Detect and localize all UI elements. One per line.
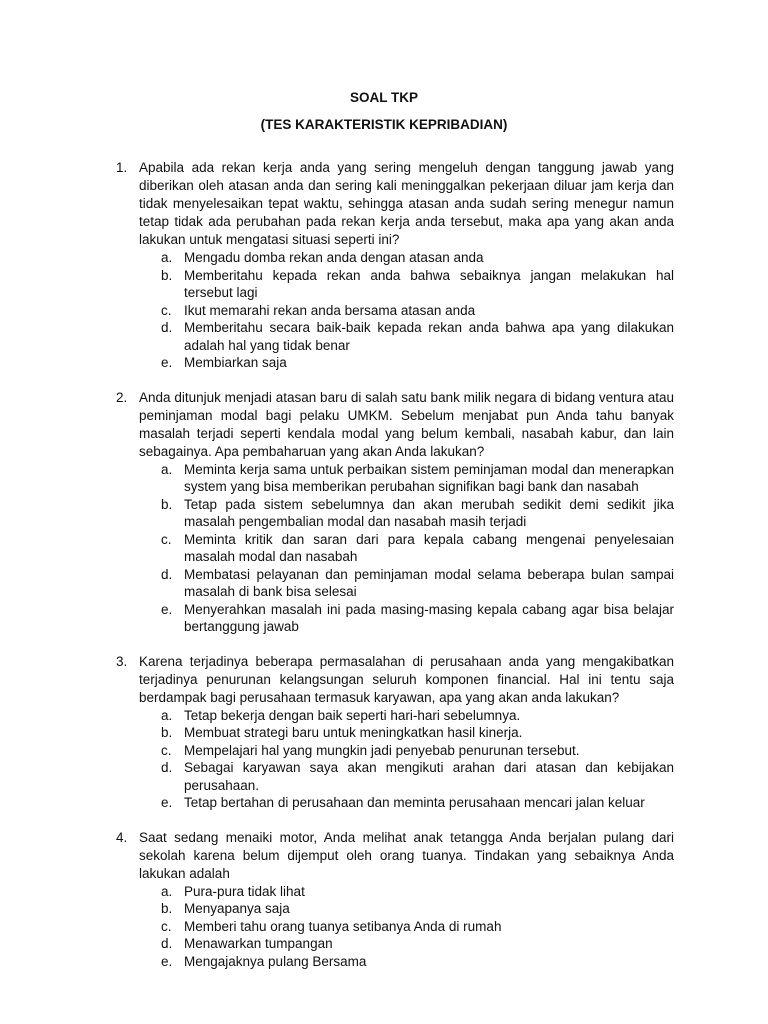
option-b — [161, 900, 674, 918]
option-letter: b. — [161, 267, 173, 283]
question-number: 2. — [116, 389, 128, 405]
option-d — [161, 566, 674, 601]
option-letter: e. — [161, 795, 173, 810]
option-a — [161, 883, 674, 901]
option-list — [0, 883, 768, 971]
question-1 — [0, 159, 768, 372]
option-text: Menyerahkan masalah ini pada masing-masing kepala cabang agar bisa belajar bertanggung jawab — [184, 601, 674, 634]
option-letter: c. — [161, 531, 172, 547]
option-text: Menawarkan tumpangan — [184, 936, 333, 951]
option-letter: c. — [161, 742, 172, 758]
option-c — [161, 918, 674, 936]
option-text: Mengadu domba rekan anda dengan atasan anda — [184, 250, 484, 265]
option-letter: e. — [161, 355, 173, 370]
option-text: Sebagai karyawan saya akan mengikuti arahan dari atasan dan kebijakan perusahaan. — [184, 760, 674, 793]
document-title: SOAL TKP — [349, 90, 418, 105]
option-text: Memberitahu kepada rekan anda bahwa sebaiknya jangan melakukan hal tersebut lagi — [184, 267, 674, 300]
option-text: Mempelajari hal yang mungkin jadi penyebab penurunan tersebut. — [184, 742, 580, 758]
option-text: Tetap bekerja dengan baik seperti hari-hari sebelumnya. — [184, 707, 521, 723]
option-b — [161, 724, 674, 742]
option-b — [161, 267, 674, 302]
question-3 — [0, 653, 768, 812]
option-e — [161, 953, 674, 971]
question-number: 3. — [116, 653, 128, 669]
option-b — [161, 496, 674, 531]
option-letter: a. — [161, 461, 173, 477]
question-list — [0, 159, 768, 987]
option-c — [161, 742, 674, 760]
option-a — [161, 249, 674, 267]
option-text: Membatasi pelayanan dan peminjaman modal selama beberapa bulan sampai masalah di bank bisa selesai — [184, 566, 674, 599]
option-letter: b. — [161, 901, 173, 916]
option-text: Membiarkan saja — [184, 355, 287, 370]
option-letter: b. — [161, 496, 173, 512]
document-subtitle: (TES KARAKTERISTIK KEPRIBADIAN) — [260, 117, 508, 132]
option-list — [0, 461, 768, 636]
option-letter: c. — [161, 918, 172, 934]
option-letter: d. — [161, 936, 173, 951]
option-d — [161, 759, 674, 794]
option-letter: a. — [161, 707, 173, 723]
option-d — [161, 319, 674, 354]
option-letter: b. — [161, 725, 173, 740]
question-number: 1. — [116, 160, 128, 175]
question-text: Karena terjadinya beberapa permasalahan di perusahaan anda yang mengakibatkan terjadinya penurunan kelangsungan seluruh komponen financial. Hal ini tentu saja berdampak bagi perusahaan termasuk karyawan, apa yang akan anda lakukan? — [139, 653, 674, 705]
question-2 — [0, 389, 768, 636]
option-text: Mengajaknya pulang Bersama — [184, 953, 367, 969]
option-letter: e. — [161, 953, 173, 969]
question-4 — [0, 829, 768, 971]
option-text: Meminta kritik dan saran dari para kepala cabang mengenai penyelesaian masalah modal dan nasabah — [184, 531, 674, 564]
option-list — [0, 707, 768, 812]
option-text: Menyapanya saja — [184, 901, 290, 916]
option-a — [161, 707, 674, 725]
option-letter: d. — [161, 566, 173, 582]
option-letter: c. — [161, 302, 172, 318]
question-text: Anda ditunjuk menjadi atasan baru di salah satu bank milik negara di bidang ventura atau peminjaman modal bagi pelaku UMKM. Sebelum menjabat pun Anda tahu banyak masalah terjadi seperti kendala modal yang belum kembali, nasabah kabur, dan lain sebagainya. Apa pembaharuan yang akan Anda lakukan? — [139, 389, 674, 459]
option-text: Ikut memarahi rekan anda bersama atasan anda — [184, 302, 476, 318]
option-letter: a. — [161, 250, 173, 265]
option-c — [161, 302, 674, 320]
option-text: Meminta kerja sama untuk perbaikan sistem peminjaman modal dan menerapkan system yang bisa memberikan perubahan signifikan bagi bank dan nasabah — [184, 461, 674, 494]
option-letter: d. — [161, 760, 173, 775]
option-c — [161, 531, 674, 566]
question-text: Apabila ada rekan kerja anda yang sering mengeluh dengan tanggung jawab yang diberikan oleh atasan anda dan sering kali meninggalkan pekerjaan diluar jam kerja dan tidak menyelesaikan tepat waktu, sehingga atasan anda sudah sering menegur namun tetap tidak ada perubahan pada rekan kerja anda tersebut, maka apa yang akan anda lakukan untuk mengatasi situasi seperti ini? — [139, 160, 674, 247]
option-d — [161, 935, 674, 953]
option-text: Pura-pura tidak lihat — [184, 883, 305, 899]
option-text: Tetap bertahan di perusahaan dan meminta perusahaan mencari jalan keluar — [184, 795, 645, 810]
option-letter: a. — [161, 883, 173, 899]
option-e — [161, 794, 674, 812]
option-text: Memberi tahu orang tuanya setibanya Anda di rumah — [184, 918, 502, 934]
option-e — [161, 354, 674, 372]
option-text: Tetap pada sistem sebelumnya dan akan merubah sedikit demi sedikit jika masalah pengembalian modal dan nasabah masih terjadi — [184, 496, 674, 529]
question-number: 4. — [116, 829, 128, 845]
option-text: Memberitahu secara baik-baik kepada rekan anda bahwa apa yang dilakukan adalah hal yang tidak benar — [184, 320, 674, 353]
option-e — [161, 601, 674, 636]
option-letter: e. — [161, 601, 173, 617]
option-a — [161, 461, 674, 496]
option-letter: d. — [161, 320, 173, 335]
option-text: Membuat strategi baru untuk meningkatkan hasil kinerja. — [184, 725, 523, 740]
option-list — [0, 249, 768, 372]
question-text: Saat sedang menaiki motor, Anda melihat anak tetangga Anda berjalan pulang dari sekolah karena belum dijemput oleh orang tuanya. Tindakan yang sebaiknya Anda lakukan adalah — [139, 829, 674, 881]
